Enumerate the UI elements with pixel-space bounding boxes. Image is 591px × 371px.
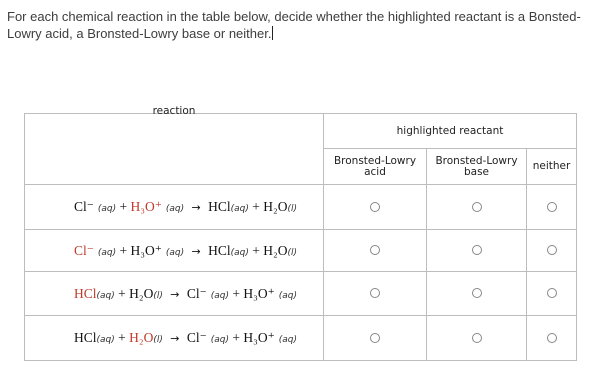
reaction-1-acid-cell: [324, 185, 427, 230]
reaction-4-product-1: Cl⁻: [186, 330, 207, 345]
phase-label: (aq): [210, 335, 230, 345]
reaction-2-product-2: H₂O: [263, 242, 288, 258]
reaction-arrow: →: [191, 244, 201, 258]
acid-column-label: Bronsted-Lowry acid: [333, 154, 417, 178]
reaction-1-neither-cell: [527, 185, 577, 230]
reaction-1-base-cell: [427, 185, 527, 230]
reaction-4: [25, 316, 324, 361]
phase-label: (aq): [97, 204, 117, 214]
phase-label: (l): [153, 290, 163, 301]
reaction-header-cell: [25, 104, 324, 185]
reaction-4-reactant-1: HCl: [73, 330, 97, 345]
reaction-3-neither-radio[interactable]: [547, 288, 557, 298]
reaction-3-neither-cell: [527, 272, 577, 316]
phase-label: (aq): [230, 204, 249, 214]
reaction-4-product-2: H₃O⁺: [243, 330, 275, 345]
neither-column-label: neither: [532, 160, 571, 172]
reaction-2-neither-cell: [527, 230, 577, 272]
question-text: For each chemical reaction in the table below, decide whether the highlighted reactant is a Bonsted-Lowry acid, a Bronsted-Lowry base or neither.: [7, 9, 581, 41]
reaction-4-acid-cell: [324, 316, 427, 361]
reaction-1-reactant-1: Cl⁻: [73, 199, 94, 214]
phase-label: (aq): [210, 290, 230, 301]
reaction-4-base-radio[interactable]: [472, 333, 482, 343]
highlighted-reactant-label: highlighted reactant: [396, 124, 504, 137]
phase-label: (aq): [97, 247, 117, 258]
reaction-3-base-cell: [427, 272, 527, 316]
reaction-table: [24, 104, 577, 361]
reaction-2: [25, 230, 324, 272]
neither-column-header: [527, 149, 577, 185]
reaction-2-base-cell: [427, 230, 527, 272]
plus-sign: +: [252, 199, 260, 214]
phase-label: (aq): [230, 247, 249, 258]
reaction-3-acid-cell: [324, 272, 427, 316]
reaction-1-reactant-2: H₃O⁺: [130, 199, 162, 214]
plus-sign: +: [232, 285, 241, 301]
reaction-3-acid-radio[interactable]: [370, 288, 380, 298]
plus-sign: +: [118, 285, 126, 301]
phase-label: (aq): [278, 335, 297, 345]
reaction-1-product-1: HCl: [208, 199, 231, 214]
reaction-2-reactant-1: Cl⁻: [73, 242, 94, 258]
reaction-2-product-1: HCl: [208, 242, 231, 258]
reaction-arrow: →: [191, 201, 201, 214]
question-prompt: [7, 8, 587, 42]
reaction-4-neither-cell: [527, 316, 577, 361]
reaction-1-neither-radio[interactable]: [547, 202, 557, 212]
reaction-1-base-radio[interactable]: [472, 202, 482, 212]
base-column-header: [427, 149, 527, 185]
phase-label: (aq): [165, 204, 185, 214]
phase-label: (l): [287, 204, 297, 214]
phase-label: (aq): [165, 247, 185, 258]
phase-label: (aq): [278, 290, 297, 301]
reaction-2-acid-radio[interactable]: [370, 245, 380, 255]
plus-sign: +: [118, 330, 126, 345]
phase-label: (aq): [96, 335, 115, 345]
reaction-2-base-radio[interactable]: [472, 245, 482, 255]
reaction-4-reactant-2: H₂O: [129, 330, 154, 345]
phase-label: (l): [153, 335, 163, 345]
plus-sign: +: [232, 330, 241, 345]
reaction-4-base-cell: [427, 316, 527, 361]
reaction-3-base-radio[interactable]: [472, 288, 482, 298]
plus-sign: +: [119, 199, 128, 214]
reaction-arrow: →: [170, 332, 180, 345]
reaction-4-neither-radio[interactable]: [547, 333, 557, 343]
reaction-2-reactant-2: H₃O⁺: [130, 242, 162, 258]
reaction-1: [25, 185, 324, 230]
reaction-arrow: →: [170, 287, 180, 301]
reaction-3-product-1: Cl⁻: [186, 285, 207, 301]
phase-label: (l): [287, 247, 297, 258]
reaction-3: [25, 272, 324, 316]
reaction-2-neither-radio[interactable]: [547, 245, 557, 255]
reaction-2-acid-cell: [324, 230, 427, 272]
reaction-3-product-2: H₃O⁺: [243, 285, 275, 301]
plus-sign: +: [119, 242, 128, 258]
highlighted-reactant-header: [324, 114, 577, 149]
reaction-1-acid-radio[interactable]: [370, 202, 380, 212]
reaction-4-acid-radio[interactable]: [370, 333, 380, 343]
reaction-3-reactant-1: HCl: [73, 285, 97, 301]
text-caret: [272, 26, 273, 40]
reaction-header: reaction: [152, 104, 196, 117]
reaction-1-product-2: H₂O: [263, 199, 288, 214]
acid-column-header: [324, 149, 427, 185]
base-column-label: Bronsted-Lowry base: [435, 154, 518, 178]
plus-sign: +: [252, 242, 260, 258]
phase-label: (aq): [96, 290, 115, 301]
reaction-3-reactant-2: H₂O: [129, 285, 154, 301]
